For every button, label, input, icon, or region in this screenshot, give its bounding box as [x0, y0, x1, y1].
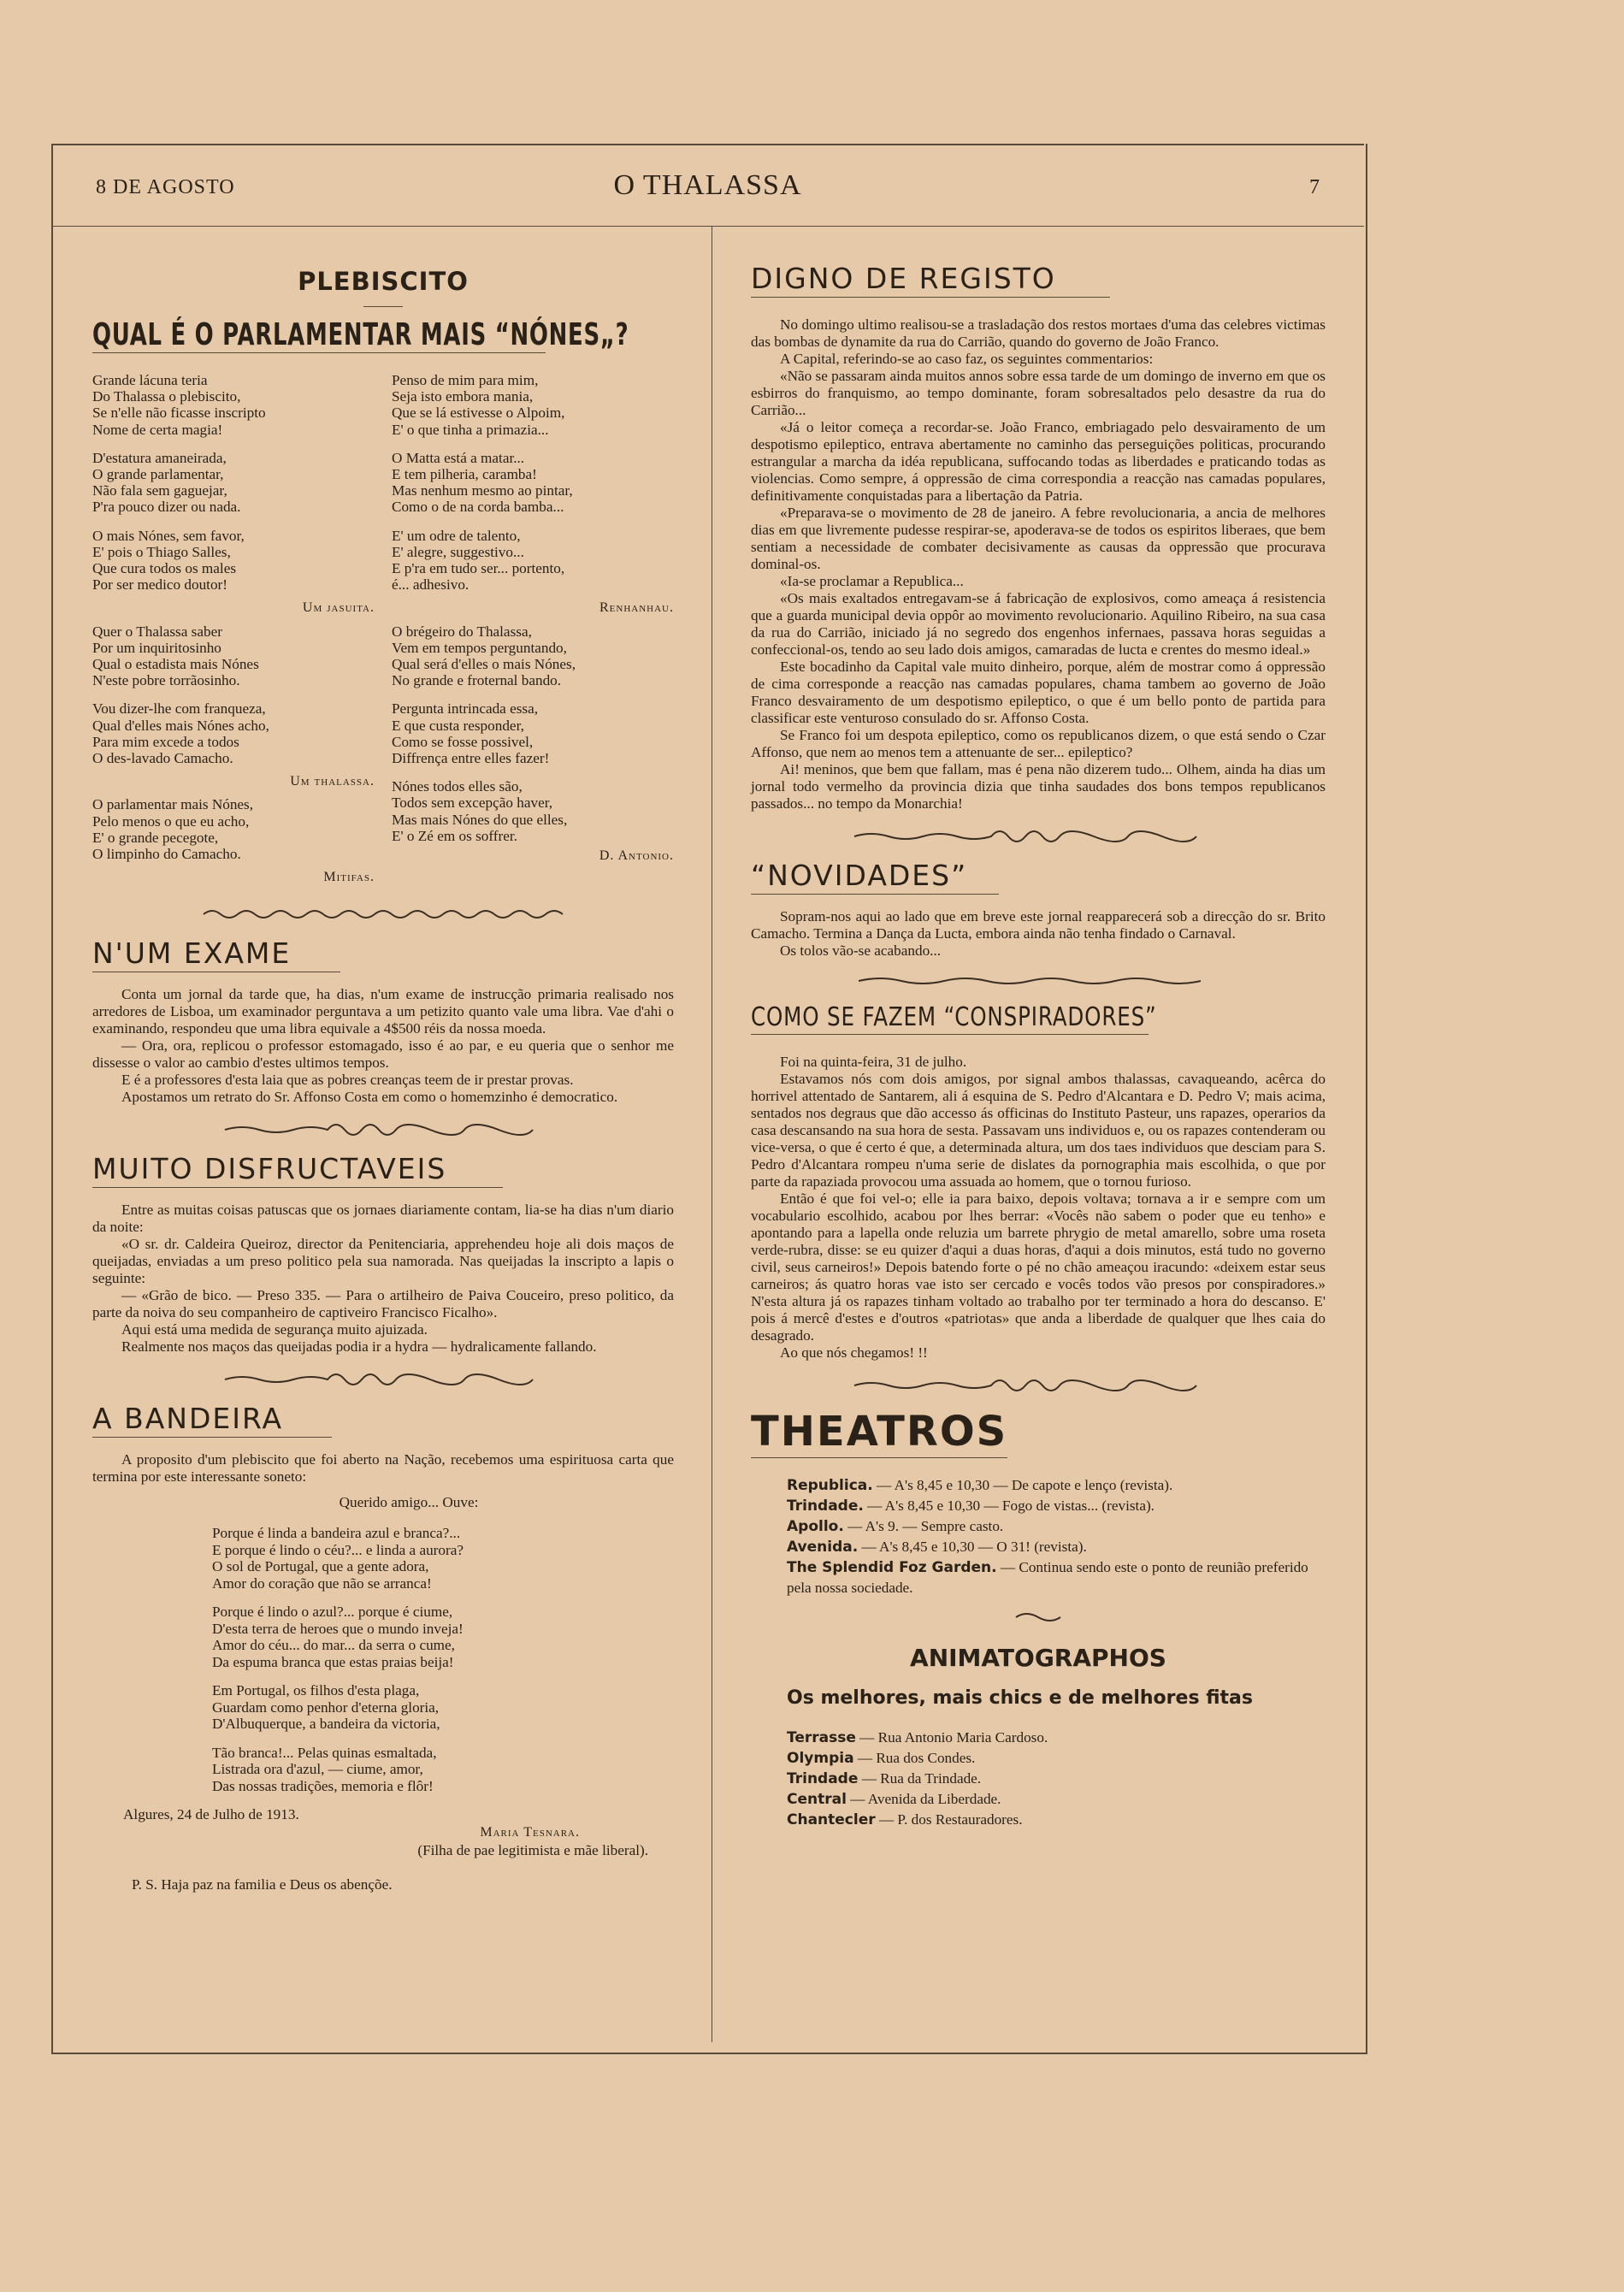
poem-line: O brégeiro do Thalassa, — [392, 623, 532, 640]
theatros-list — [751, 1475, 1326, 1598]
poem-line: E que custa responder, — [392, 717, 524, 734]
poem-signature: Renhanhau. — [599, 600, 674, 616]
poem-signature: Um jasuita. — [302, 600, 375, 616]
list-item-info: — Rua da Trindade. — [858, 1770, 982, 1787]
heading-underline — [751, 1034, 1149, 1035]
plebiscito-poems — [92, 372, 674, 892]
list-item-info: — Rua Antonio Maria Cardoso. — [855, 1729, 1048, 1746]
paragraph: «Ia-se proclamar a Republica... — [780, 573, 964, 589]
poem-line: Se n'elle não ficasse inscripto — [92, 405, 266, 422]
heading-underline — [751, 1457, 1007, 1458]
poem-line: Nónes todos elles são, — [392, 778, 523, 795]
poem-column-left — [92, 372, 375, 892]
poem-line: Pergunta intrincada essa, — [392, 700, 539, 718]
poem-line: Diffrença entre elles fazer! — [392, 750, 550, 767]
poem-line: Vem em tempos perguntando, — [392, 639, 567, 656]
paragraph: Ai! meninos, que bem que fallam, mas é pena não dizerem tudo... Olhem, ainda ha dias um jornal todo vermelho da provincia dizia que tinha saudades dos bons tempos republicanos passados... no tempo da Monarchia! — [751, 761, 1326, 812]
list-item-name: The Splendid Foz Garden. — [787, 1559, 997, 1576]
poem-line: O des-lavado Camacho. — [92, 750, 233, 767]
paragraph: Se Franco foi um despota epileptico, como os republicanos dizem, o que está sendo o Czar Affonso, que nem ao menos tem a attenuante de ser... epileptico? — [751, 727, 1326, 760]
poem-line: D'estatura amaneirada, — [92, 449, 227, 466]
animatographos-subtitle: Os melhores, mais chics e de melhores fitas — [787, 1687, 1253, 1709]
poem-line: N'este pobre torrãosinho. — [92, 672, 240, 689]
poem-line: Amor do céu... do mar... da serra o cume, — [212, 1637, 455, 1654]
poem-line: Nome de certa magia! — [92, 421, 223, 438]
poem-line: E' o Zé em os soffrer. — [392, 827, 517, 844]
poem-signature: D. Antonio. — [599, 848, 674, 864]
newspaper-title: O THALASSA — [613, 169, 802, 201]
poem-stanza — [392, 700, 674, 766]
poem-line: P'ra pouco dizer ou nada. — [92, 499, 241, 516]
poem-stanza — [92, 796, 375, 862]
list-item-name: Central — [787, 1791, 847, 1808]
novidades-article — [751, 908, 1326, 960]
poem-stanza — [392, 372, 674, 438]
list-item-info: — A's 8,45 e 10,30 — De capote e lenço (revista). — [872, 1477, 1173, 1493]
conspiradores-article — [751, 1054, 1326, 1362]
list-item — [787, 1769, 1326, 1789]
paragraph: «Preparava-se o movimento de 28 de janeiro. A febre revolucionaria, a ancia de melhores dias em que livremente pudesse respirar-se, apoderava-se de todos os espiritos liberaes, que bem sentiam a necessidade de combater decisivamente as causas da oppressão que procurava dominal-os. — [751, 505, 1326, 572]
poem-stanza — [92, 372, 375, 438]
list-item — [787, 1516, 1326, 1537]
poem-line: Por ser medico doutor! — [92, 576, 227, 594]
poem-line: Qual d'elles mais Nónes acho, — [92, 717, 269, 734]
poem-column-right — [392, 372, 674, 892]
signature-note: (Filha de pae legitimista e mãe liberal). — [417, 1842, 648, 1859]
list-item-name: Trindade. — [787, 1497, 864, 1515]
paragraph: Foi na quinta-feira, 31 de julho. — [780, 1054, 967, 1070]
poem-stanza — [92, 450, 375, 516]
ornament-divider — [221, 1118, 546, 1140]
poem-line: No grande e froternal bando. — [392, 672, 562, 689]
list-item — [787, 1810, 1326, 1830]
list-item — [787, 1475, 1326, 1496]
poem-stanza — [392, 623, 674, 689]
poem-stanza — [92, 700, 375, 766]
paragraph: «Os mais exaltados entregavam-se á fabricação de explosivos, como ameaça á resistencia que a guarda municipal devia oppôr ao movimento revolucionario. Aquilino Ribeiro, na sua casa da rua do Carrião, iniciado já no segredo dos engenhos infernaes, passava horas seguidas a confeccional-os, tendo ao seu lado dois amigos, camaradas de lucta e crentes do mesmo ideal.» — [751, 590, 1326, 658]
ornament-divider — [850, 824, 1226, 847]
exame-heading: N'UM EXAME — [92, 936, 292, 971]
paragraph: Entre as muitas coisas patuscas que os jornaes diariamente contam, lia-se ha dias n'um diario da noite: — [92, 1202, 674, 1236]
paragraph: A Capital, referindo-se ao caso faz, os seguintes commentarios: — [780, 351, 1154, 367]
poem-stanza — [92, 623, 375, 689]
disfructaveis-article — [92, 1202, 674, 1356]
list-item-name: Apollo. — [787, 1518, 844, 1535]
list-item-info: — Continua sendo este o ponto de reunião preferido pela nossa sociedade. — [787, 1559, 1308, 1596]
poem-line: Grande lácuna teria — [92, 372, 208, 388]
header-rule — [51, 226, 1364, 227]
list-item-info: — Rua dos Condes. — [853, 1750, 976, 1766]
paragraph: «Já o leitor começa a recordar-se. João Franco, embriagado pelo desvairamento de um despotismo epileptico, entrava abertamente no caminho das perseguições politicas, procurando estrangular a marcha da idéa republicana, suffocando todas as liberdades e praticando todas as violencias. Como sempre, á oppressão de cima correspondia a reacção nas camadas populares, definitivamente conquistadas para a libertação da Patria. — [751, 419, 1326, 504]
ornament-divider — [850, 1373, 1226, 1396]
poem-line: Qual o estadista mais Nónes — [92, 656, 259, 673]
paragraph: Este bocadinho da Capital vale muito dinheiro, porque, além de mostrar como á oppressão de cima corresponde a reacção nas camadas populares, chama tambem ao governo de João Franco desvairamento de um despotismo epileptico, o que é um bello ponto de partida para classificar este venturoso consulado do sr. Affonso Costa. — [751, 659, 1326, 726]
poem-stanza — [212, 1604, 674, 1670]
poem-line: Do Thalassa o plebiscito, — [92, 388, 241, 405]
right-column — [751, 253, 1326, 1830]
list-item — [787, 1789, 1326, 1810]
disfructaveis-heading: MUITO DISFRUCTAVEIS — [92, 1152, 447, 1186]
sonnet-signature: Maria Tesnara. — [480, 1825, 580, 1840]
poem-line: Mas mais Nónes do que elles, — [392, 811, 568, 828]
poem-line: Mas nenhum mesmo ao pintar, — [392, 482, 573, 499]
poem-signature: Um thalassa. — [290, 774, 375, 789]
heading-underline — [92, 1187, 503, 1188]
left-column — [92, 253, 674, 1893]
ornament-divider — [854, 972, 1222, 990]
poem-stanza — [392, 778, 674, 844]
poem-line: Para mim excede a todos — [92, 733, 239, 750]
paragraph: Conta um jornal da tarde que, ha dias, n'um exame de instrucção primaria realisado nos arredores de Lisboa, um examinador perguntava a um petizito quanto vale uma libra. Vae d'ahi o examinando, respondeu que uma libra equivale a 4$500 réis da nossa moeda. — [92, 986, 674, 1037]
poem-line: Guardam como penhor d'eterna gloria, — [212, 1698, 440, 1716]
poem-line: Vou dizer-lhe com franqueza, — [92, 700, 266, 718]
list-item-name: Republica. — [787, 1477, 873, 1494]
paragraph: No domingo ultimo realisou-se a trasladação dos restos mortaes d'uma das celebres victimas das bombas de dynamite da rua do Carrião, quando do governo de João Franco. — [751, 316, 1326, 350]
poem-line: Não fala sem gaguejar, — [92, 482, 227, 499]
poem-line: Da espuma branca que estas praias beija! — [212, 1653, 454, 1670]
sonnet-place-date: Algures, 24 de Julho de 1913. — [123, 1806, 299, 1823]
animatographos-list — [751, 1728, 1326, 1830]
ornament-divider — [199, 904, 567, 924]
poem-line: Penso de mim para mim, — [392, 372, 539, 388]
poem-line: E' alegre, suggestivo... — [392, 543, 524, 560]
list-item — [787, 1537, 1326, 1557]
list-item-name: Terrasse — [787, 1729, 856, 1746]
novidades-heading: “NOVIDADES” — [751, 859, 968, 892]
poem-line: Por um inquiritosinho — [92, 639, 221, 656]
poem-line: Em Portugal, os filhos d'esta plaga, — [212, 1682, 420, 1699]
poem-line: Listrada ora d'azul, — ciume, amor, — [212, 1761, 423, 1778]
list-item-info: — A's 8,45 e 10,30 — O 31! (revista). — [858, 1539, 1087, 1555]
theatros-heading: THEATROS — [751, 1408, 1008, 1456]
paragraph: Ao que nós chegamos! !! — [780, 1344, 928, 1361]
registo-article — [751, 316, 1326, 812]
poem-line: E p'ra em tudo ser... portento, — [392, 560, 565, 577]
heading-underline — [92, 1437, 332, 1438]
poem-signature: Mitifas. — [323, 870, 375, 885]
heading-underline — [751, 894, 999, 895]
poem-line: Que cura todos os males — [92, 560, 237, 577]
poem-line: Quer o Thalassa saber — [92, 623, 222, 640]
page-number: 7 — [1309, 176, 1320, 198]
sonnet — [212, 1525, 674, 1794]
poem-line: Porque é lindo o azul?... porque é ciume, — [212, 1604, 453, 1621]
poem-stanza — [212, 1682, 674, 1733]
paragraph: Realmente nos maços das queijadas podia ir a hydra — hydralicamente fallando. — [121, 1338, 597, 1356]
poem-line: O parlamentar mais Nónes, — [92, 796, 254, 813]
short-divider — [363, 306, 403, 307]
list-item-info: — Avenida da Liberdade. — [846, 1791, 1001, 1807]
poem-line: O mais Nónes, sem favor, — [92, 527, 245, 544]
poem-stanza — [212, 1525, 674, 1592]
list-item — [787, 1748, 1326, 1769]
list-item-name: Chantecler — [787, 1811, 876, 1828]
postscript: P. S. Haja paz na familia e Deus os abençõe. — [132, 1876, 393, 1893]
header-date: 8 DE AGOSTO — [96, 176, 235, 198]
ornament-divider — [221, 1368, 546, 1390]
poem-line: Qual será d'elles o mais Nónes, — [392, 656, 576, 673]
paragraph: Aqui está uma medida de segurança muito ajuizada. — [121, 1321, 428, 1338]
paragraph: Sopram-nos aqui ao lado que em breve este jornal reapparecerá sob a direcção do sr. Brito Camacho. Termina a Dança da Lucta, embora ainda não tenha findado o Carnaval. — [751, 908, 1326, 942]
poem-line: Que se lá estivesse o Alpoim, — [392, 405, 565, 422]
list-item — [787, 1496, 1326, 1516]
sonnet-greeting: Querido amigo... Ouve: — [339, 1494, 479, 1511]
poem-stanza — [212, 1745, 674, 1795]
poem-line: Tão branca!... Pelas quinas esmaltada, — [212, 1744, 437, 1761]
registo-heading: DIGNO DE REGISTO — [751, 262, 1056, 295]
plebiscito-heading: PLEBISCITO — [298, 267, 469, 296]
paragraph: — «Grão de bico. — Preso 335. — Para o artilheiro de Paiva Couceiro, preso politico, da parte da noiva do seu companheiro de captiveiro Francisco Ficalho». — [92, 1287, 674, 1321]
poem-line: E tem pilheria, caramba! — [392, 466, 537, 483]
list-item — [787, 1557, 1326, 1598]
poem-line: O limpinho do Camacho. — [92, 846, 241, 863]
list-item — [787, 1728, 1326, 1748]
poem-line: Amor do coração que não se arranca! — [212, 1574, 432, 1592]
page-header — [51, 144, 1364, 227]
list-item-name: Avenida. — [787, 1539, 859, 1556]
paragraph: E é a professores d'esta laia que as pobres creanças teem de ir prestar provas. — [121, 1072, 574, 1089]
poem-stanza — [392, 528, 674, 594]
poem-line: E' pois o Thiago Salles, — [92, 543, 231, 560]
poem-line: E porque é lindo o céu?... e linda a aurora? — [212, 1541, 464, 1558]
poem-line: O grande parlamentar, — [92, 466, 224, 483]
paragraph: «O sr. dr. Caldeira Queiroz, director da Penitenciaria, apprehendeu hoje ali dois maços de queijadas, enviadas a um preso politico pela sua namorada. Nas queijadas la inscripto a lapis o seguinte: — [92, 1236, 674, 1287]
small-ornament — [1013, 1610, 1064, 1625]
poem-line: E' um odre de talento, — [392, 527, 521, 544]
poem-line: Como se fosse possivel, — [392, 733, 534, 750]
poem-stanza — [92, 528, 375, 594]
list-item-info: — A's 8,45 e 10,30 — Fogo de vistas... (revista). — [863, 1497, 1155, 1514]
poem-line: E' o grande pecegote, — [92, 829, 219, 846]
paragraph: «Não se passaram ainda muitos annos sobre essa tarde de um domingo de inverno em que os esbirros do franquismo, ao tempo dominante, foram sobresaltados pelo desastre da rua do Carrião... — [751, 368, 1326, 418]
poem-line: Seja isto embora mania, — [392, 388, 534, 405]
poem-stanza — [392, 450, 674, 516]
poem-line: Porque é linda a bandeira azul e branca?... — [212, 1525, 461, 1542]
poem-line: D'esta terra de heroes que o mundo inveja! — [212, 1620, 464, 1637]
poem-line: E' o que tinha a primazia... — [392, 421, 549, 438]
list-item-name: Trindade — [787, 1770, 859, 1787]
paragraph: Apostamos um retrato do Sr. Affonso Costa em como o homemzinho é democratico. — [121, 1089, 618, 1106]
list-item-name: Olympia — [787, 1750, 854, 1767]
paragraph: Então é que foi vel-o; elle ia para baixo, depois voltava; tornava a ir e sempre com um vocabulario escolhido, acabou por lhes berrar: «Vocês não sabem o poder que eu tenho» e apontando para a lapella onde reluzia um barrete phrygio de metal amarello, sobre uma roseta verde-rubra, disse: se eu quizer d'aqui a duas horas, d'aqui a dois minutos, está tudo no governo civil, seus carneiros!» Depois batendo forte o pé no chão ameaçou iracundo: «deixem estar seus carneiros; ás quatro horas vae isto ser cercado e vocês todos vão presos por conspiradores.» N'esta altura já os rapazes tinham voltado ao trabalho por ter terminado a hora do descanso. E' pois á mercê d'estes e d'outros «patriotas» que anda a liberdade de qualquer que lhes caia do desagrado. — [751, 1190, 1326, 1344]
bandeira-heading: A BANDEIRA — [92, 1402, 284, 1436]
exame-article — [92, 986, 674, 1106]
poem-line: Todos sem excepção haver, — [392, 795, 553, 812]
question-underline — [92, 352, 546, 353]
list-item-info: — P. dos Restauradores. — [875, 1811, 1023, 1828]
paragraph: Estavamos nós com dois amigos, por signal ambos thalassas, cavaqueando, acêrca do horrivel attentado de Santarem, ali á esquina de S. Pedro d'Alcantara e D. Pedro V; mais acima, sentados nos degraus que dão accesso ás officinas do Instituto Pasteur, uns rapazes, operarios da casa descansando na sua hora de sesta. Passavam uns individuos e, ou os rapazes contenderam ou vice-versa, o que é certo é que, a determinada altura, um dos taes individuos que desciam para S. Pedro d'Alcantara rompeu n'uma serie de dislates da pornographia mais escolhida, o que por parte da rapaziada provocou uma assuada ao homem, que o tornou furioso. — [751, 1071, 1326, 1190]
paragraph: Os tolos vão-se acabando... — [780, 942, 942, 959]
heading-underline — [751, 297, 1110, 298]
paragraph: — Ora, ora, replicou o professor estomagado, isso é ao par, e eu queria que o senhor me dissesse o valor ao cambio d'estes ultimos tempos. — [92, 1037, 674, 1072]
animatographos-heading: ANIMATOGRAPHOS — [910, 1644, 1166, 1672]
list-item-info: — A's 9. — Sempre casto. — [843, 1518, 1004, 1534]
conspiradores-heading: COMO SE FAZEM “CONSPIRADORES” — [751, 1002, 1157, 1032]
poem-line: O sol de Portugal, que a gente adora, — [212, 1558, 429, 1575]
poem-line: O Matta está a matar... — [392, 449, 525, 466]
poem-line: D'Albuquerque, a bandeira da victoria, — [212, 1716, 440, 1733]
plebiscito-question: QUAL É O PARLAMENTAR MAIS “NÓNES„? — [92, 317, 629, 352]
bandeira-intro: A proposito d'um plebiscito que foi aberto na Nação, recebemos uma espirituosa carta que termina por este interessante soneto: — [92, 1451, 674, 1486]
poem-line: é... adhesivo. — [392, 576, 469, 594]
poem-line: Como o de na corda bamba... — [392, 499, 564, 516]
poem-line: Pelo menos o que eu acho, — [92, 812, 250, 830]
poem-line: Das nossas tradições, memoria e flôr! — [212, 1777, 434, 1794]
